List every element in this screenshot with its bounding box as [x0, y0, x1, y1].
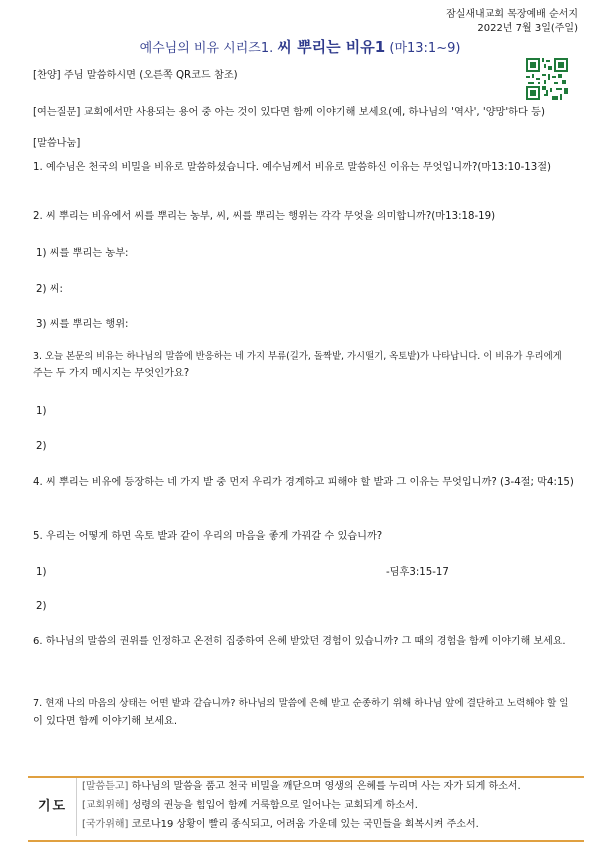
prayer-line-text: 하나님의 말씀을 품고 천국 비밀을 깨닫으며 영생의 은혜를 누리며 사는 자가 되게 하소서.: [128, 781, 521, 792]
question-3-item-1: 1): [36, 406, 47, 417]
page-title: [0, 36, 600, 57]
question-3-line-1: 3. 오늘 본문의 비유는 하나님의 말씀에 반응하는 네 가지 부류(길가, 돌짝밭, 가시떨기, 옥토밭)가 나타납니다. 이 비유가 우리에게: [33, 351, 562, 362]
question-6: 6. 하나님의 말씀의 권위를 인정하고 온전히 집중하여 은혜 받았던 경험이 있습니까? 그 때의 경험을 함께 이야기해 보세요.: [33, 636, 566, 647]
title-series: 예수님의 비유 시리즈1.: [139, 41, 274, 56]
question-5-reference: -딤후3:15-17: [386, 567, 449, 578]
question-2-item-1: 1) 씨를 뿌리는 농부:: [36, 248, 129, 259]
prayer-line-tag: [교회위해]: [82, 800, 129, 811]
question-5-item-2: 2): [36, 601, 47, 612]
header-date: 2022년 7월 3일(주일): [477, 23, 578, 34]
question-5-item-1: 1): [36, 567, 47, 578]
prayer-label: 기도: [38, 799, 68, 814]
question-4: 4. 씨 뿌리는 비유에 등장하는 네 가지 밭 중 먼저 우리가 경계하고 피해야 할 밭과 그 이유는 무엇입니까? (3-4절; 막4:15): [33, 477, 574, 488]
question-2: 2. 씨 뿌리는 비유에서 씨를 뿌리는 농부, 씨, 씨를 뿌리는 행위는 각각 무엇을 의미합니까?(마13:18-19): [33, 211, 496, 222]
question-2-item-2: 2) 씨:: [36, 284, 63, 295]
header-org: 잠실새내교회 목장예배 순서지: [446, 9, 578, 20]
prayer-line-tag: [말씀듣고]: [82, 781, 129, 792]
question-1: 1. 예수님은 천국의 비밀을 비유로 말씀하셨습니다. 예수님께서 비유로 말씀하신 이유는 무엇입니까?(마13:10-13절): [33, 162, 552, 173]
question-3-item-2: 2): [36, 441, 47, 452]
opening-question: [여는질문] 교회에서만 사용되는 용어 중 아는 것이 있다면 함께 이야기해 보세요(예, 하나님의 '역사', '양망'하다 등): [33, 107, 545, 118]
prayer-line-1: [82, 780, 521, 794]
title-main: 씨 뿌리는 비유1: [277, 38, 386, 56]
qr-code-icon[interactable]: [526, 58, 568, 100]
hymn-section: [찬양] 주님 말씀하시면 (오른쪽 QR코드 참조): [33, 70, 238, 81]
question-3-line-2: 주는 두 가지 메시지는 무엇인가요?: [33, 368, 190, 379]
prayer-line-text: 성령의 권능을 힘입어 함께 거룩함으로 일어나는 교회되게 하소서.: [128, 800, 418, 811]
sharing-heading: [말씀나눔]: [33, 138, 81, 149]
title-ref: (마13:1~9): [389, 41, 461, 56]
question-5: 5. 우리는 어떻게 하면 옥토 밭과 같이 우리의 마음을 좋게 가꿔갈 수 있습니까?: [33, 531, 383, 542]
prayer-divider: [76, 778, 77, 836]
question-7-line-2: 이 있다면 함께 이야기해 보세요.: [33, 716, 178, 727]
prayer-line-3: [82, 818, 479, 832]
prayer-line-tag: [국가위해]: [82, 819, 129, 830]
prayer-line-2: [82, 799, 418, 813]
prayer-line-text: 코로나19 상황이 빨리 종식되고, 어려움 가운데 있는 국민들을 회복시켜 주소서.: [128, 819, 479, 830]
question-7-line-1: 7. 현재 나의 마음의 상태는 어떤 밭과 같습니까? 하나님의 말씀에 은혜 받고 순종하기 위해 하나님 앞에 결단하고 노력해야 할 일: [33, 698, 569, 709]
question-2-item-3: 3) 씨를 뿌리는 행위:: [36, 319, 129, 330]
